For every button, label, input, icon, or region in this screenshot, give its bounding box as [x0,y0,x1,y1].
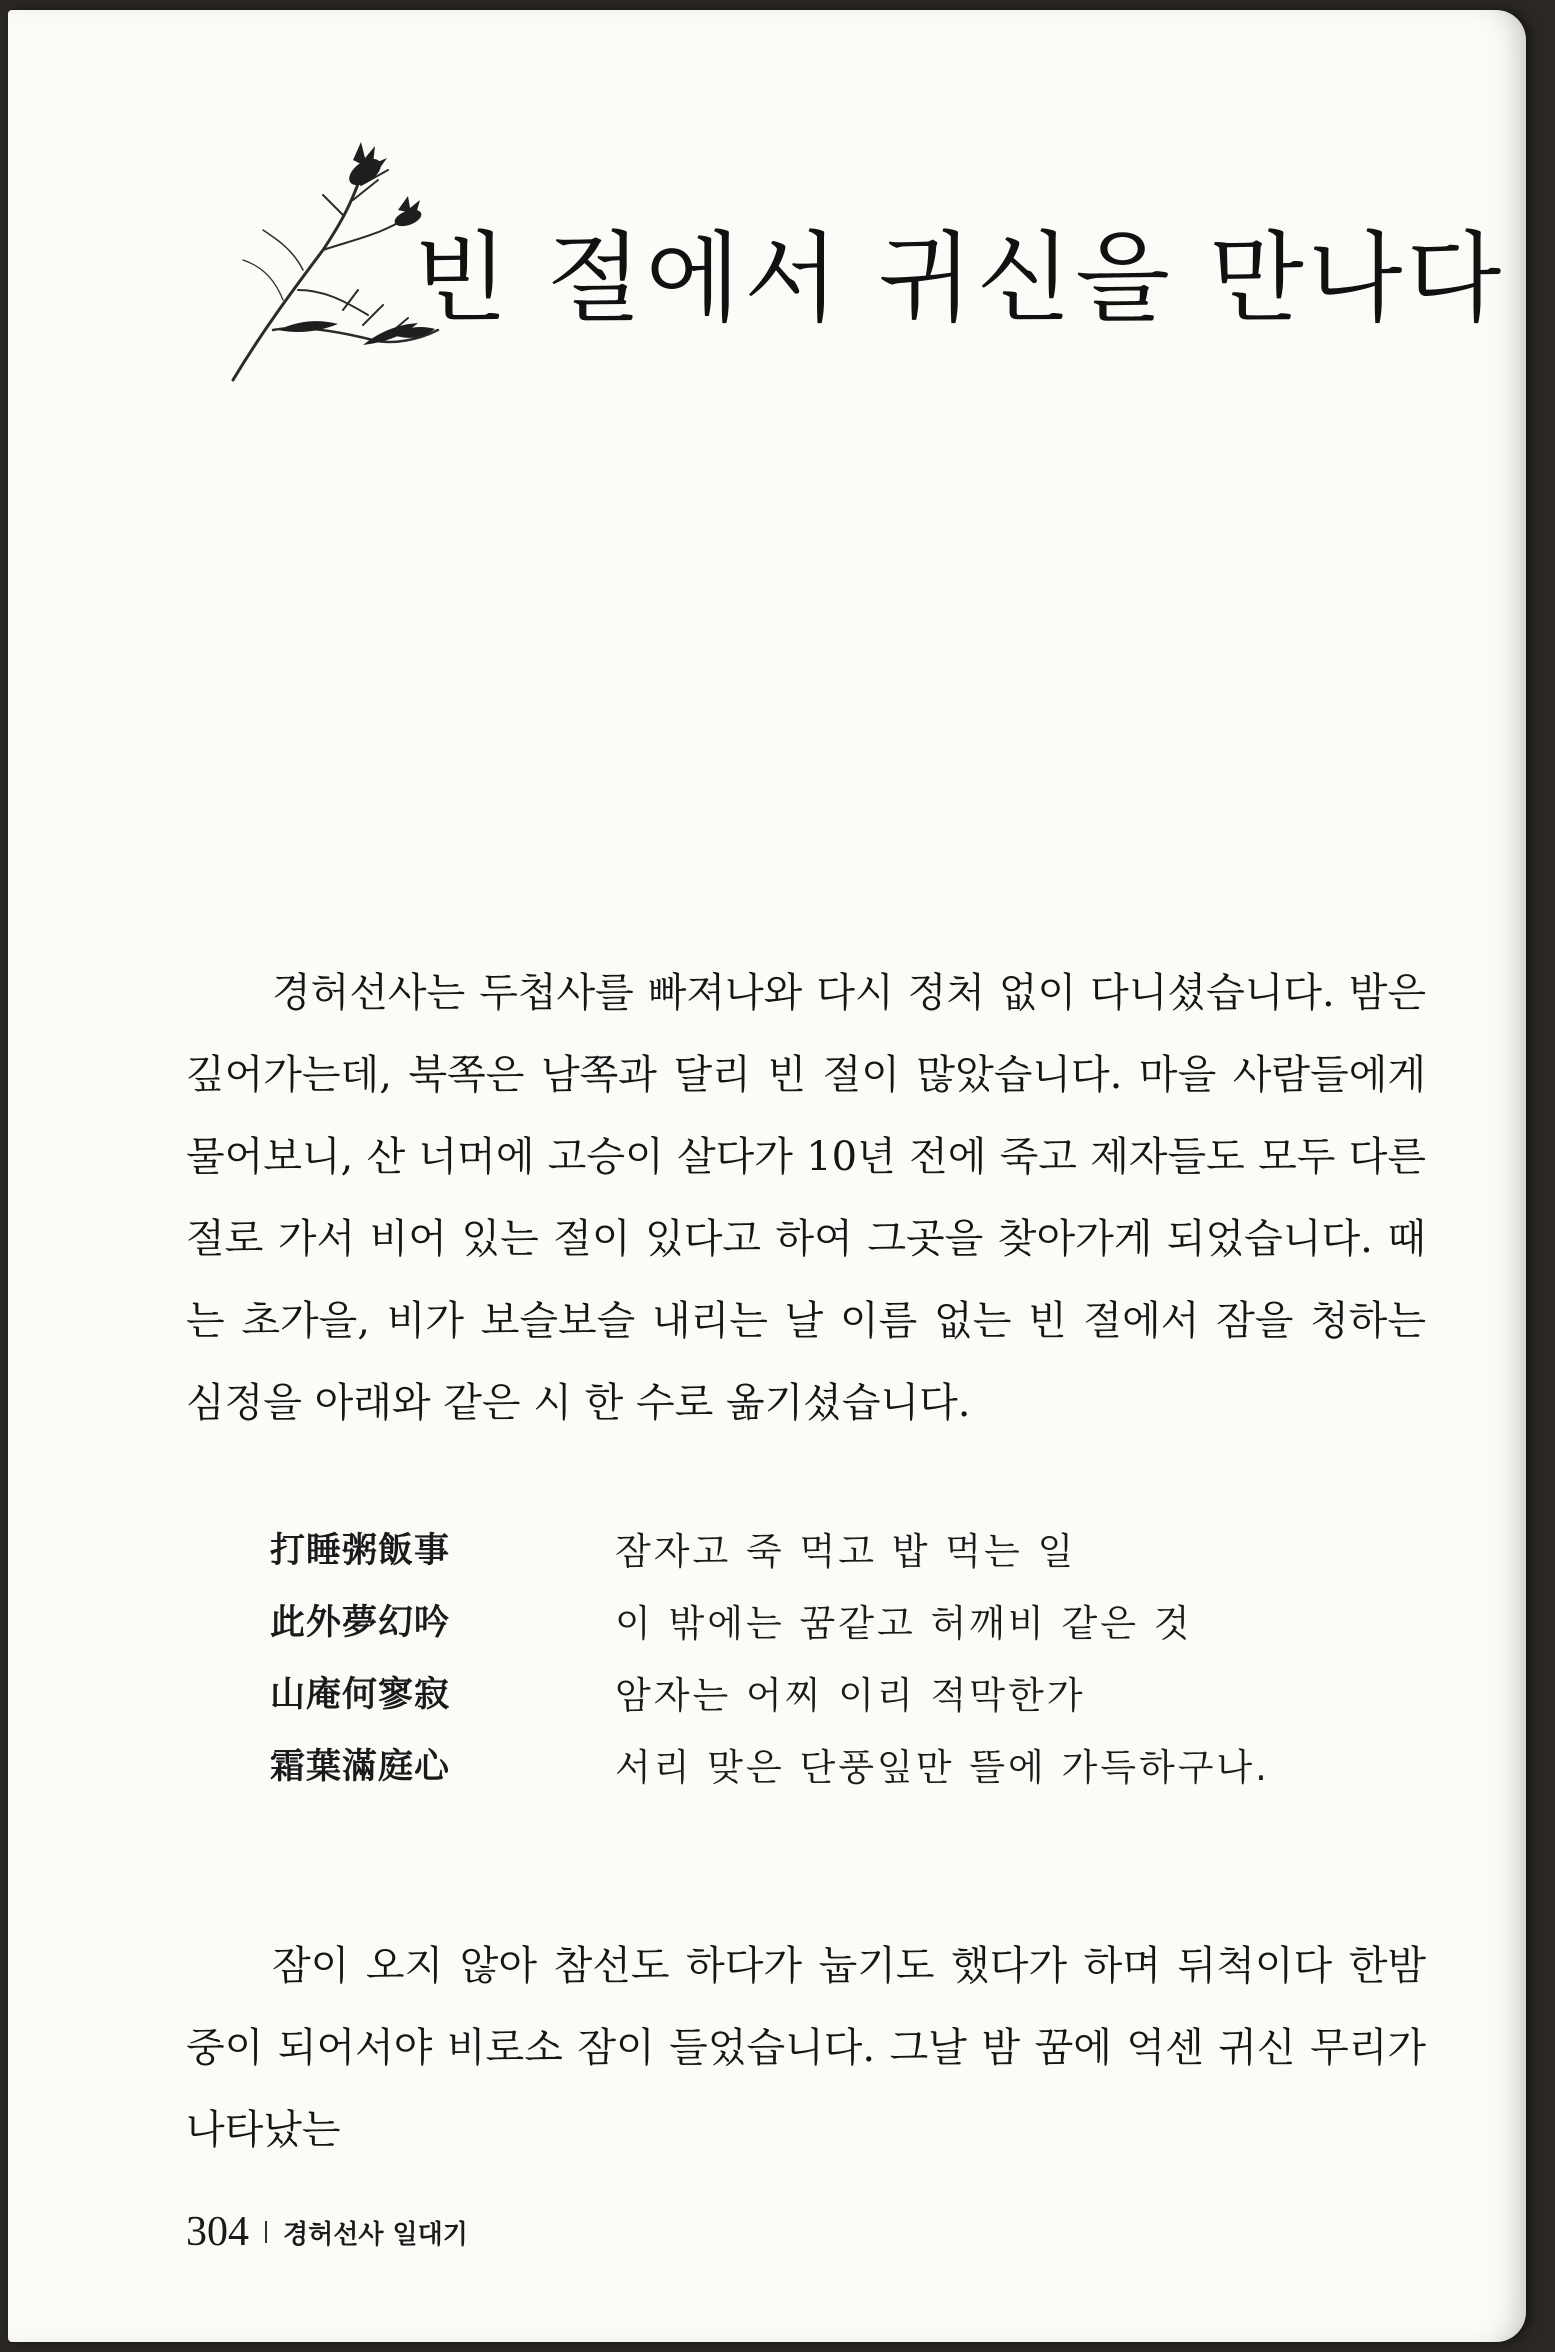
page-footer [186,2208,468,2256]
book-page [8,10,1526,2342]
poem-hanja: 霜葉滿庭心 [270,1746,451,1787]
poem-line [270,1728,1270,1800]
poem-line [270,1512,1270,1584]
poem-line [270,1656,1270,1728]
paragraph-intro: 경허선사는 두첩사를 빠져나와 다시 정처 없이 다니셨습니다. 밤은 깊어가는데, 북쪽은 남쪽과 달리 빈 절이 많았습니다. 마을 사람들에게 물어보니, 산 너머에 고승이 살다가 10년 전에 죽고 제자들도 모두 다른 절로 가서 비어 있는 절이 있다고 하여 그곳을 찾아가게 되었습니다. 때는 초가을, 비가 보슬보슬 내리는 날 이름 없는 빈 절에서 잠을 청하는 심정을 아래와 같은 시 한 수로 옮기셨습니다. [186,970,1426,1426]
poem-korean: 서리 맞은 단풍잎만 뜰에 가득하구나. [615,1746,1270,1789]
poem-hanja: 此外夢幻吟 [270,1602,451,1643]
poem-hanja: 打睡粥飯事 [270,1530,451,1571]
paragraph-continuation: 잠이 오지 않아 참선도 하다가 눕기도 했다가 하며 뒤척이다 한밤중이 되어서야 비로소 잠이 들었습니다. 그날 밤 꿈에 억센 귀신 무리가 나타났는 [186,1943,1426,2153]
poem-line [270,1584,1270,1656]
poem-korean: 암자는 어찌 이리 적막한가 [615,1674,1086,1717]
page-number: 304 [186,2209,249,2255]
poem [270,1512,1270,1800]
poem-korean: 잠자고 죽 먹고 밥 먹는 일 [615,1530,1077,1573]
thistle-ornament [203,140,443,390]
poem-hanja: 山庵何寥寂 [270,1674,451,1715]
footer-divider [265,2221,267,2243]
poem-korean: 이 밖에는 꿈같고 허깨비 같은 것 [615,1602,1193,1645]
chapter-title: 빈 절에서 귀신을 만나다 [413,222,1506,336]
running-title: 경허선사 일대기 [283,2219,468,2250]
